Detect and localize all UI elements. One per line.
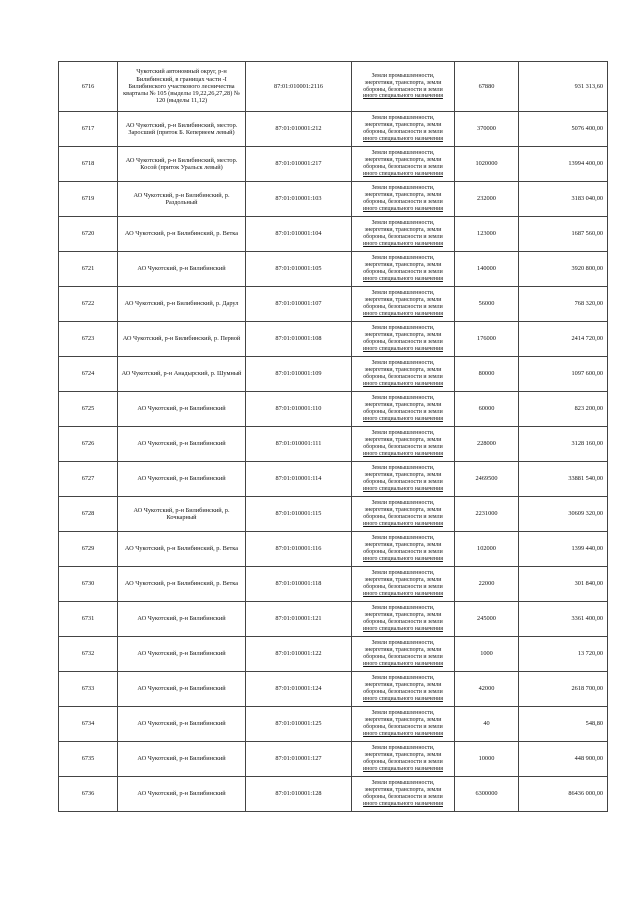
land-category-cell [352,602,455,637]
area-cell: 56000 [455,287,519,322]
land-category-line: обороны, безопасности и земли [363,129,443,135]
cadastral-number-cell: 87:01:010001:103 [246,182,352,217]
cadastral-value-cell: 13994 400,00 [519,147,608,182]
row-number-cell: 6733 [59,672,118,707]
table-row [59,357,608,392]
cadastral-number-cell: 87:01:010001:125 [246,707,352,742]
area-cell: 10000 [455,742,519,777]
land-category-line: Земли промышленности, [371,395,435,402]
land-category-line: Земли промышленности, [371,72,435,79]
table-row [59,567,608,602]
address-cell: АО Чукотский, р-н Билибинский, р. Ветка [118,217,246,252]
land-category-line: иного специального назначения [363,730,443,737]
land-category-line: Земли промышленности, [371,535,435,542]
row-number-cell: 6718 [59,147,118,182]
table-row [59,392,608,427]
land-category-cell [352,532,455,567]
land-category-cell [352,567,455,602]
land-category-line: иного специального назначения [363,205,443,212]
land-category-line: иного специального назначения [363,275,443,282]
row-number-cell: 6731 [59,602,118,637]
land-category-cell [352,707,455,742]
land-category-line: энергетики, транспорта, земли [364,367,442,374]
land-category-line: иного специального назначения [363,660,443,667]
land-category-line: обороны, безопасности и земли [363,374,443,380]
cadastral-number-cell: 87:01:010001:121 [246,602,352,637]
land-category-line: Земли промышленности, [371,115,435,122]
land-category-line: Земли промышленности, [371,640,435,647]
address-cell: АО Чукотский, р-н Билибинский, р. Дарул [118,287,246,322]
row-number-cell: 6732 [59,637,118,672]
land-category-line: Земли промышленности, [371,780,435,787]
cadastral-value-cell: 33881 540,00 [519,462,608,497]
table-row [59,427,608,462]
cadastral-number-cell: 87:01:010001:124 [246,672,352,707]
land-category-line: энергетики, транспорта, земли [364,472,442,479]
cadastral-value-cell: 823 200,00 [519,392,608,427]
land-category-line: энергетики, транспорта, земли [364,437,442,444]
land-category-line: иного специального назначения [363,555,443,562]
land-category-cell [352,777,455,812]
land-category-line: обороны, безопасности и земли [363,724,443,730]
row-number-cell: 6716 [59,62,118,112]
cadastral-value-cell: 13 720,00 [519,637,608,672]
address-cell: АО Чукотский, р-н Билибинский [118,637,246,672]
table-row [59,252,608,287]
land-category-cell [352,637,455,672]
land-category-line: энергетики, транспорта, земли [364,332,442,339]
land-category-line: обороны, безопасности и земли [363,86,443,93]
cadastral-number-cell: 87:01:010001:114 [246,462,352,497]
land-category-line: обороны, безопасности и земли [363,619,443,625]
table-row [59,217,608,252]
cadastral-value-cell: 931 313,60 [519,62,608,112]
land-category-line: иного специального назначения [363,590,443,597]
table-body [59,62,608,812]
cadastral-number-cell: 87:01:010001:104 [246,217,352,252]
address-cell: АО Чукотский, р-н Билибинский, местор. Заросший (приток Б. Кепервеем левый) [118,112,246,147]
cadastral-number-cell: 87:01:010001:110 [246,392,352,427]
land-category-line: Земли промышленности, [371,150,435,157]
area-cell: 6300000 [455,777,519,812]
land-category-line: обороны, безопасности и земли [363,199,443,205]
land-category-line: иного специального назначения [363,450,443,457]
cadastral-number-cell: 87:01:010001:115 [246,497,352,532]
land-category-line: обороны, безопасности и земли [363,794,443,800]
area-cell: 1020000 [455,147,519,182]
land-category-line: иного специального назначения [363,520,443,527]
area-cell: 176000 [455,322,519,357]
address-cell: АО Чукотский, р-н Билибинский, р. Ветка [118,567,246,602]
land-category-line: иного специального назначения [363,625,443,632]
address-cell: АО Чукотский, р-н Билибинский [118,427,246,462]
land-category-cell [352,357,455,392]
cadastral-value-cell: 5076 400,00 [519,112,608,147]
address-cell: АО Чукотский, р-н Билибинский [118,252,246,287]
land-category-cell [352,392,455,427]
address-cell: АО Чукотский, р-н Билибинский [118,392,246,427]
row-number-cell: 6722 [59,287,118,322]
land-category-cell [352,427,455,462]
cadastral-value-cell: 1687 560,00 [519,217,608,252]
land-category-line: Земли промышленности, [371,255,435,262]
area-cell: 80000 [455,357,519,392]
land-category-line: обороны, безопасности и земли [363,654,443,660]
row-number-cell: 6730 [59,567,118,602]
land-category-line: обороны, безопасности и земли [363,234,443,240]
cadastral-value-cell: 3183 040,00 [519,182,608,217]
land-category-cell [352,322,455,357]
address-cell: АО Чукотский, р-н Билибинский [118,602,246,637]
table-row [59,322,608,357]
area-cell: 67880 [455,62,519,112]
row-number-cell: 6729 [59,532,118,567]
land-register-table [58,61,608,812]
land-category-line: Земли промышленности, [371,430,435,437]
row-number-cell: 6717 [59,112,118,147]
land-category-line: обороны, безопасности и земли [363,584,443,590]
area-cell: 232000 [455,182,519,217]
address-cell: АО Чукотский, р-н Билибинский [118,462,246,497]
row-number-cell: 6720 [59,217,118,252]
cadastral-number-cell: 87:01:010001:107 [246,287,352,322]
area-cell: 370000 [455,112,519,147]
cadastral-value-cell: 1399 440,00 [519,532,608,567]
land-category-line: иного специального назначения [363,240,443,247]
cadastral-number-cell: 87:01:010001:109 [246,357,352,392]
land-category-line: обороны, безопасности и земли [363,339,443,345]
table-row [59,637,608,672]
land-category-line: энергетики, транспорта, земли [364,577,442,584]
row-number-cell: 6726 [59,427,118,462]
land-category-line: Земли промышленности, [371,220,435,227]
table-row [59,147,608,182]
land-category-line: Земли промышленности, [371,500,435,507]
land-category-cell [352,62,455,112]
land-category-line: энергетики, транспорта, земли [364,262,442,269]
land-category-cell [352,672,455,707]
land-category-line: обороны, безопасности и земли [363,164,443,170]
table-row [59,287,608,322]
land-category-cell [352,287,455,322]
land-category-line: Земли промышленности, [371,710,435,717]
cadastral-number-cell: 87:01:010001:111 [246,427,352,462]
land-category-line: обороны, безопасности и земли [363,444,443,450]
land-category-line: Земли промышленности, [371,360,435,367]
address-cell: АО Чукотский, р-н Билибинский [118,777,246,812]
cadastral-number-cell: 87:01:010001:2116 [246,62,352,112]
land-category-line: энергетики, транспорта, земли [364,122,442,129]
land-category-line: иного специального назначения [363,135,443,142]
land-category-line: обороны, безопасности и земли [363,549,443,555]
land-category-line: обороны, безопасности и земли [363,514,443,520]
land-category-line: иного специального назначения [363,345,443,352]
cadastral-number-cell: 87:01:010001:127 [246,742,352,777]
land-category-line: иного специального назначения [363,415,443,422]
land-category-line: энергетики, транспорта, земли [364,682,442,689]
address-cell: АО Чукотский, р-н Билибинский, местор. Косой (приток Уральск левый) [118,147,246,182]
table-row [59,532,608,567]
table-row [59,462,608,497]
table-row [59,742,608,777]
land-category-line: энергетики, транспорта, земли [364,542,442,549]
cadastral-number-cell: 87:01:010001:108 [246,322,352,357]
land-category-line: иного специального назначения [363,93,443,100]
row-number-cell: 6736 [59,777,118,812]
area-cell: 60000 [455,392,519,427]
land-category-line: энергетики, транспорта, земли [364,612,442,619]
land-category-line: энергетики, транспорта, земли [364,227,442,234]
area-cell: 42000 [455,672,519,707]
land-category-line: иного специального назначения [363,800,443,807]
address-cell: АО Чукотский, р-н Билибинский, р. Кочкарный [118,497,246,532]
cadastral-value-cell: 3361 400,00 [519,602,608,637]
land-category-cell [352,742,455,777]
land-category-cell [352,252,455,287]
address-cell: АО Чукотский, р-н Билибинский, р. Первой [118,322,246,357]
land-category-line: иного специального назначения [363,695,443,702]
land-category-line: энергетики, транспорта, земли [364,507,442,514]
land-category-line: иного специального назначения [363,485,443,492]
land-category-line: обороны, безопасности и земли [363,304,443,310]
land-category-line: энергетики, транспорта, земли [364,752,442,759]
land-category-line: энергетики, транспорта, земли [364,192,442,199]
table-row [59,497,608,532]
land-category-line: энергетики, транспорта, земли [364,787,442,794]
land-category-cell [352,112,455,147]
area-cell: 140000 [455,252,519,287]
land-category-line: энергетики, транспорта, земли [364,157,442,164]
land-category-line: Земли промышленности, [371,185,435,192]
area-cell: 1000 [455,637,519,672]
cadastral-value-cell: 86436 000,00 [519,777,608,812]
land-category-cell [352,462,455,497]
land-category-line: энергетики, транспорта, земли [364,647,442,654]
cadastral-number-cell: 87:01:010001:122 [246,637,352,672]
row-number-cell: 6735 [59,742,118,777]
address-cell: АО Чукотский, р-н Анадырский, р. Шумный [118,357,246,392]
cadastral-value-cell: 3128 160,00 [519,427,608,462]
table-row [59,112,608,147]
address-cell: АО Чукотский, р-н Билибинский [118,672,246,707]
cadastral-value-cell: 2618 700,00 [519,672,608,707]
land-category-line: Земли промышленности, [371,675,435,682]
area-cell: 22000 [455,567,519,602]
cadastral-number-cell: 87:01:010001:217 [246,147,352,182]
cadastral-value-cell: 768 320,00 [519,287,608,322]
table-row [59,777,608,812]
row-number-cell: 6727 [59,462,118,497]
land-category-line: иного специального назначения [363,380,443,387]
land-category-line: энергетики, транспорта, земли [364,79,442,86]
table-row [59,62,608,112]
area-cell: 2469500 [455,462,519,497]
cadastral-value-cell: 1097 600,00 [519,357,608,392]
land-category-cell [352,217,455,252]
cadastral-number-cell: 87:01:010001:105 [246,252,352,287]
cadastral-value-cell: 2414 720,00 [519,322,608,357]
address-cell: АО Чукотский, р-н Билибинский [118,707,246,742]
land-category-line: обороны, безопасности и земли [363,759,443,765]
address-cell: Чукотский автономный округ, р-н Билибинский, в границах части -I Билибинского участкового лесничества кварталы № 105 (выделы 19,22,26,27,28) № 120 (выделы 11,12) [118,62,246,112]
land-category-line: Земли промышленности, [371,325,435,332]
row-number-cell: 6719 [59,182,118,217]
row-number-cell: 6723 [59,322,118,357]
area-cell: 245000 [455,602,519,637]
row-number-cell: 6721 [59,252,118,287]
row-number-cell: 6724 [59,357,118,392]
table-row [59,602,608,637]
land-category-line: Земли промышленности, [371,465,435,472]
cadastral-value-cell: 30609 320,00 [519,497,608,532]
land-category-line: Земли промышленности, [371,570,435,577]
land-category-line: обороны, безопасности и земли [363,479,443,485]
land-category-line: иного специального назначения [363,765,443,772]
land-category-line: иного специального назначения [363,310,443,317]
land-category-line: обороны, безопасности и земли [363,689,443,695]
address-cell: АО Чукотский, р-н Билибинский, р. Раздольный [118,182,246,217]
area-cell: 228000 [455,427,519,462]
land-category-line: энергетики, транспорта, земли [364,297,442,304]
table-row [59,707,608,742]
cadastral-number-cell: 87:01:010001:118 [246,567,352,602]
cadastral-value-cell: 448 900,00 [519,742,608,777]
row-number-cell: 6734 [59,707,118,742]
address-cell: АО Чукотский, р-н Билибинский [118,742,246,777]
land-category-cell [352,182,455,217]
land-category-line: энергетики, транспорта, земли [364,402,442,409]
land-category-line: Земли промышленности, [371,605,435,612]
area-cell: 102000 [455,532,519,567]
table-row [59,182,608,217]
land-category-line: обороны, безопасности и земли [363,409,443,415]
address-cell: АО Чукотский, р-н Билибинский, р. Ветка [118,532,246,567]
area-cell: 123000 [455,217,519,252]
land-category-line: Земли промышленности, [371,745,435,752]
cadastral-value-cell: 301 840,00 [519,567,608,602]
cadastral-number-cell: 87:01:010001:212 [246,112,352,147]
land-category-cell [352,147,455,182]
land-category-line: обороны, безопасности и земли [363,269,443,275]
cadastral-value-cell: 548,80 [519,707,608,742]
table-row [59,672,608,707]
area-cell: 2231000 [455,497,519,532]
cadastral-value-cell: 3920 800,00 [519,252,608,287]
cadastral-number-cell: 87:01:010001:128 [246,777,352,812]
land-category-cell [352,497,455,532]
cadastral-number-cell: 87:01:010001:116 [246,532,352,567]
land-category-line: иного специального назначения [363,170,443,177]
land-category-line: энергетики, транспорта, земли [364,717,442,724]
row-number-cell: 6728 [59,497,118,532]
row-number-cell: 6725 [59,392,118,427]
area-cell: 40 [455,707,519,742]
land-category-line: Земли промышленности, [371,290,435,297]
